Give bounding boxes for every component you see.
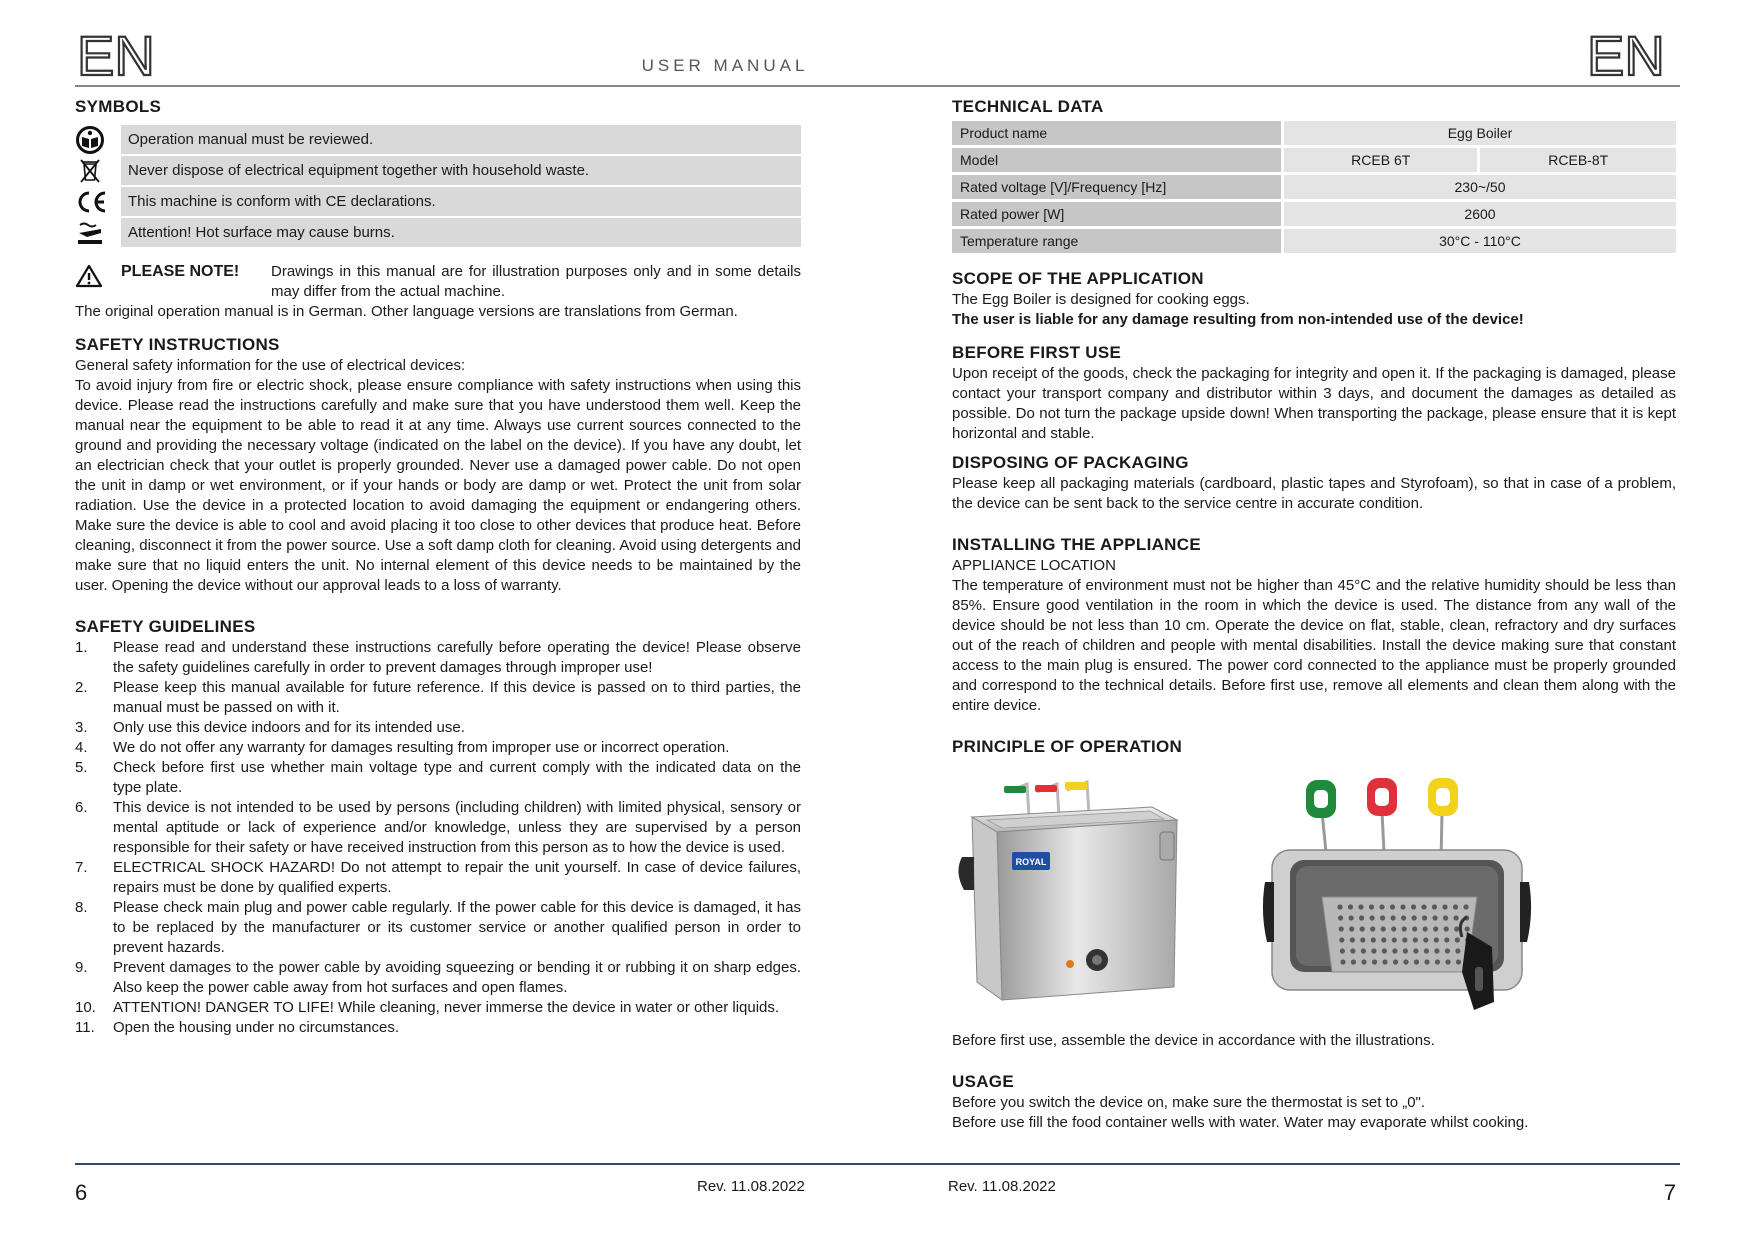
scope-line: The Egg Boiler is designed for cooking eggs.: [952, 291, 1250, 308]
language-badge-right-text: EN: [1587, 30, 1665, 80]
before-first-use-heading: BEFORE FIRST USE: [952, 343, 1122, 362]
original-language-note: The original operation manual is in German. Other language versions are translations from German.: [75, 303, 738, 320]
language-badge-right-glyph: [1587, 30, 1677, 80]
illustration-caption: Before first use, assemble the device in accordance with the illustrations.: [952, 1032, 1435, 1049]
side-handle: [958, 857, 974, 890]
table-cell: Model: [952, 148, 1281, 172]
list-item: 2. Please keep this manual available for future reference. If this device is passed on to third parties, the manual must be passed on with it.: [75, 679, 801, 716]
symbol-row: [75, 217, 801, 248]
revision-date-left: Rev. 11.08.2022: [697, 1178, 805, 1195]
egg-boiler-open-illustration: [1262, 772, 1532, 1022]
technical-data-table: [949, 118, 1679, 256]
green-handle: [1004, 786, 1026, 793]
symbol-text: This machine is conform with CE declarations.: [121, 187, 801, 216]
symbol-row: [75, 155, 801, 186]
brand-label-text: ROYAL: [1015, 857, 1047, 867]
language-badge-left: [77, 30, 167, 80]
indicator-lamp: [1066, 960, 1074, 968]
symbols-heading: SYMBOLS: [75, 97, 162, 116]
list-item: 5. Check before first use whether main voltage type and current comply with the indicated data on the type plate.: [75, 759, 801, 796]
safety-intro: General safety information for the use of electrical devices:: [75, 357, 466, 374]
table-cell: 30°C - 110°C: [1284, 229, 1676, 253]
safety-guidelines-list: [75, 638, 801, 1038]
disposing-heading: DISPOSING OF PACKAGING: [952, 453, 1189, 472]
please-note: [75, 262, 801, 302]
left-page: [75, 96, 801, 1038]
installing-heading: INSTALLING THE APPLIANCE: [952, 535, 1201, 554]
list-item: 6. This device is not intended to be used by persons (including children) with limited physical, sensory or mental aptitude or lack of experience and/or knowledge, unless they are supervised by a person responsible for their safety or have received instruction from this person as to how the device is used.: [75, 799, 801, 856]
safety-instructions-heading: SAFETY INSTRUCTIONS: [75, 335, 280, 354]
language-badge-left-glyph: [77, 30, 167, 80]
principle-heading: PRINCIPLE OF OPERATION: [952, 737, 1183, 756]
brand-label: [1012, 852, 1050, 870]
installing-text: The temperature of environment must not be higher than 45°C and the relative humidity should be less than 85%. Ensure good ventilation in the room in which the device is used. The distance from any wall of the device should be not less than 10 cm. Operate the device on flat, stable, clean, refractory and dry surfaces out of the reach of children and people with mental disabilities. Install the device making sure that constant access to the main plug is ensured. The power cord connected to the appliance must be properly grounded and correspond to the technical details. Before first use, remove all elements and clean them along with the entire device.: [952, 577, 1676, 714]
table-cell: 230~/50: [1284, 175, 1676, 199]
ce-mark-icon: [75, 188, 107, 216]
egg-boiler-front-illustration: [952, 772, 1192, 1022]
list-item: 4. We do not offer any warranty for damages resulting from improper use or incorrect operation.: [75, 739, 730, 756]
table-cell: 2600: [1284, 202, 1676, 226]
scope-heading: SCOPE OF THE APPLICATION: [952, 269, 1204, 288]
symbol-text: Attention! Hot surface may cause burns.: [121, 218, 801, 247]
manual-icon: [75, 126, 105, 154]
list-item: 11. Open the housing under no circumstances.: [75, 1019, 400, 1036]
list-item: 8. Please check main plug and power cable regularly. If the power cable for this device is damaged, it has to be replaced by the manufacturer or its customer service or another qualified person in order to prevent hazards.: [75, 899, 801, 956]
right-page: [952, 96, 1676, 1133]
table-cell: RCEB 6T: [1284, 148, 1477, 172]
usage-line: Before you switch the device on, make sure the thermostat is set to „0".: [952, 1094, 1426, 1111]
yellow-handle: [1065, 782, 1087, 790]
list-item: 10. ATTENTION! DANGER TO LIFE! While cleaning, never immerse the device in water or other liquids.: [75, 999, 780, 1016]
table-cell: Rated power [W]: [952, 202, 1281, 226]
table-cell: Product name: [952, 121, 1281, 145]
scope-liability: The user is liable for any damage resulting from non-intended use of the device!: [952, 311, 1524, 328]
please-note-text: Drawings in this manual are for illustration purposes only and in some details may differ from the actual machine.: [271, 263, 801, 300]
footer-divider: [75, 1163, 1680, 1165]
table-cell: Temperature range: [952, 229, 1281, 253]
before-first-use-text: Upon receipt of the goods, check the packaging for integrity and open it. If the packaging is damaged, please contact your transport company and distributor within 3 days, and document the damages as detailed as possible. Do not turn the package upside down! When transporting the package, please ensure that it is kept horizontal and stable.: [952, 365, 1676, 442]
table-row: [952, 229, 1676, 253]
table-row: [952, 148, 1676, 172]
table-cell: Rated voltage [V]/Frequency [Hz]: [952, 175, 1281, 199]
red-handle: [1035, 785, 1057, 792]
technical-data-heading: TECHNICAL DATA: [952, 97, 1104, 116]
illustrations: [952, 772, 1676, 1027]
header-divider: [75, 85, 1680, 87]
list-item: 3. Only use this device indoors and for its intended use.: [75, 719, 465, 736]
table-row: [952, 175, 1676, 199]
please-note-label: PLEASE NOTE!: [121, 263, 240, 280]
symbol-text: Operation manual must be reviewed.: [121, 125, 801, 154]
usage-line: Before use fill the food container wells with water. Water may evaporate whilst cooking.: [952, 1114, 1529, 1131]
page-number-left: 6: [75, 1180, 88, 1205]
language-badge-right: [1587, 30, 1677, 80]
table-row: [952, 121, 1676, 145]
revision-date-right: Rev. 11.08.2022: [948, 1178, 1056, 1195]
safety-guidelines-heading: SAFETY GUIDELINES: [75, 617, 256, 636]
perforated-basket: [1322, 897, 1477, 972]
document-title: USER MANUAL: [641, 56, 809, 75]
symbol-text: Never dispose of electrical equipment together with household waste.: [121, 156, 801, 185]
usage-heading: USAGE: [952, 1072, 1014, 1091]
symbol-row: [75, 186, 801, 217]
table-row: [952, 202, 1676, 226]
appliance-location-subheading: APPLIANCE LOCATION: [952, 557, 1116, 574]
list-item: 9. Prevent damages to the power cable by avoiding squeezing or bending it or rubbing it on sharp edges. Also keep the power cable away from hot surfaces and open flames.: [75, 959, 801, 996]
safety-body: To avoid injury from fire or electric shock, please ensure compliance with safety instructions when using this device. Please read the instructions carefully and make sure that you have understood them well. Keep the manual near the equipment to be able to read it at any time. Always use current sources connected to the ground and providing the necessary voltage (indicated on the label on the device). If you have any doubt, let an electrician check that your outlet is properly grounded. Never use a damaged power cable. Do not open the unit in damp or wet environment, or if your hands or body are damp or wet. Protect the unit from solar radiation. Use the device in a protected location to avoid damaging the equipment or endangering others. Make sure the device is able to cool and avoid placing it too close to other devices that produce heat. Before cleaning, disconnect it from the power source. Use a soft damp cloth for cleaning. Avoid using detergents and make sure that no liquid enters the unit. No internal element of this device needs to be maintained by the user. Opening the device without our approval leads to a loss of warranty.: [75, 377, 801, 594]
table-cell: RCEB-8T: [1480, 148, 1676, 172]
language-badge-left-text: EN: [77, 30, 155, 80]
symbol-row: [75, 124, 801, 155]
hot-surface-icon: [75, 219, 105, 247]
warning-triangle-icon: [75, 264, 103, 288]
table-cell: Egg Boiler: [1284, 121, 1676, 145]
page-number-right: 7: [1663, 1180, 1676, 1205]
disposing-text: Please keep all packaging materials (cardboard, plastic tapes and Styrofoam), so that in case of a problem, the device can be sent back to the service centre in accurate condition.: [952, 475, 1676, 512]
crossed-bin-icon: [75, 157, 105, 185]
list-item: 7. ELECTRICAL SHOCK HAZARD! Do not attempt to repair the unit yourself. In case of device failures, repairs must be done by qualified experts.: [75, 859, 801, 896]
list-item: 1. Please read and understand these instructions carefully before operating the device! Please observe the safety guidelines carefully in order to prevent damages through improper use!: [75, 639, 801, 676]
